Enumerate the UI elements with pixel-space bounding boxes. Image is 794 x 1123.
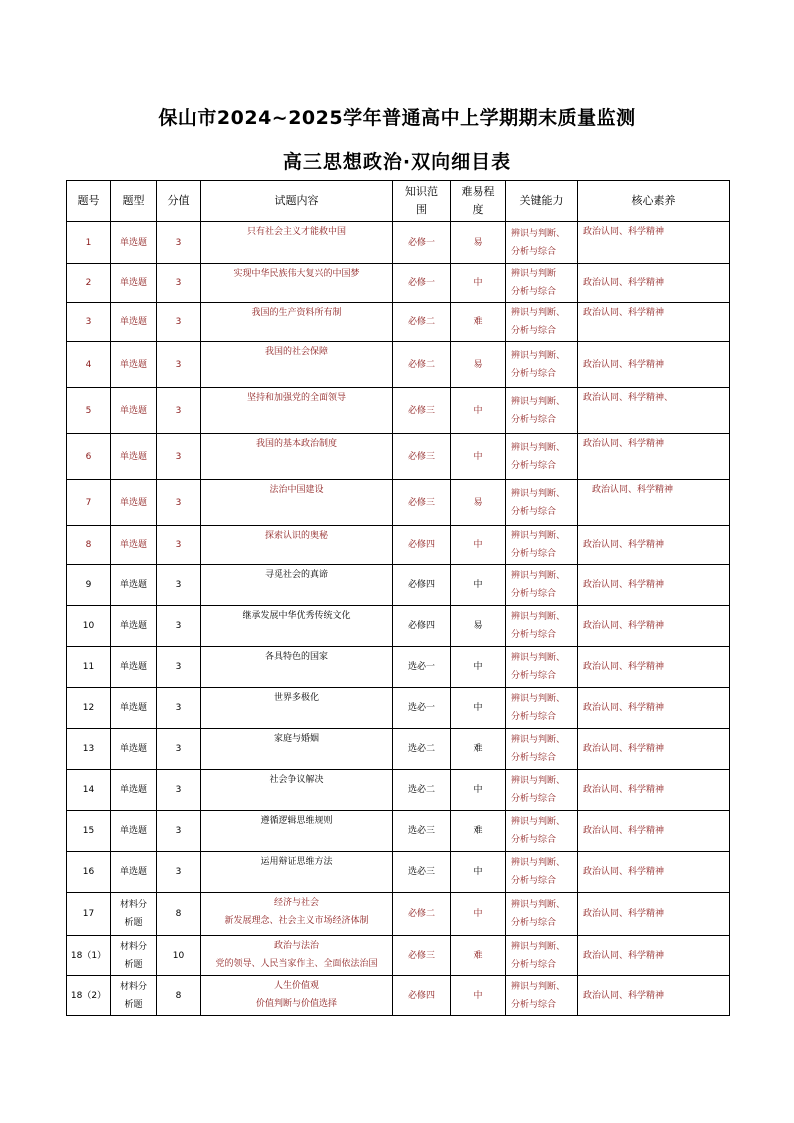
difficulty-level: 易: [451, 222, 506, 264]
ability-line: 分析与综合: [511, 589, 557, 599]
table-row: [67, 647, 730, 688]
difficulty-level: 中: [451, 565, 506, 606]
ability-line: 分析与综合: [511, 959, 557, 970]
question-score: 3: [157, 770, 201, 811]
question-content: [201, 936, 393, 976]
question-type-line: 材料分: [119, 941, 147, 952]
core-literacy: 政治认同、科学精神: [578, 647, 730, 688]
key-ability: [506, 606, 578, 647]
ability-line: 分析与综合: [511, 999, 557, 1010]
ability-line: 辨识与判断、: [511, 531, 566, 541]
table-row: [67, 388, 730, 434]
question-score: 3: [157, 647, 201, 688]
ability-line: 辨识与判断、: [511, 776, 566, 786]
content-line: 探索认识的奥秘: [264, 531, 328, 541]
ability-line: 辨识与判断、: [511, 941, 566, 952]
difficulty-level: 难: [451, 303, 506, 342]
question-score: 10: [157, 936, 201, 976]
ability-line: 分析与综合: [511, 368, 557, 379]
question-number: 8: [67, 526, 111, 565]
core-literacy: 政治认同、科学精神: [578, 342, 730, 388]
question-content: [201, 688, 393, 729]
knowledge-scope: 必修四: [393, 606, 451, 647]
knowledge-scope: 选必三: [393, 852, 451, 893]
knowledge-scope: 必修三: [393, 434, 451, 480]
ability-line: 分析与综合: [511, 712, 557, 722]
question-type: 单选题: [111, 606, 157, 647]
knowledge-scope: 选必一: [393, 688, 451, 729]
content-line: 坚持和加强党的全面领导: [246, 393, 346, 403]
core-literacy: 政治认同、科学精神: [578, 434, 730, 480]
question-number: 18（2）: [67, 976, 111, 1016]
question-type: 单选题: [111, 388, 157, 434]
table-row: [67, 222, 730, 264]
table-row: [67, 303, 730, 342]
content-line: 家庭与婚姻: [273, 734, 319, 744]
question-number: 16: [67, 852, 111, 893]
key-ability: [506, 729, 578, 770]
question-number: 5: [67, 388, 111, 434]
ability-line: 辨识与判断: [511, 269, 557, 279]
ability-line: 辨识与判断、: [511, 612, 566, 622]
content-line: 只有社会主义才能救中国: [246, 227, 346, 237]
question-type: 单选题: [111, 480, 157, 526]
table-row: [67, 526, 730, 565]
table-body: [67, 222, 730, 1016]
ability-line: 分析与综合: [511, 460, 557, 471]
content-line: 经济与社会: [273, 898, 319, 908]
content-line: 寻觅社会的真谛: [264, 570, 328, 580]
question-content: [201, 976, 393, 1016]
question-score: 8: [157, 893, 201, 936]
content-line: 法治中国建设: [269, 485, 324, 495]
key-ability: [506, 303, 578, 342]
ability-line: 辨识与判断、: [511, 442, 566, 453]
question-number: 17: [67, 893, 111, 936]
question-type-line: 材料分: [119, 981, 147, 992]
question-type-line: 析题: [124, 918, 143, 928]
question-score: 3: [157, 388, 201, 434]
question-number: 13: [67, 729, 111, 770]
question-type: [111, 976, 157, 1016]
table-row: [67, 565, 730, 606]
difficulty-level: 易: [451, 342, 506, 388]
content-line: 政治与法治: [273, 941, 319, 951]
table-row: [67, 976, 730, 1016]
core-literacy: 政治认同、科学精神: [578, 606, 730, 647]
difficulty-level: 中: [451, 526, 506, 565]
question-score: 3: [157, 526, 201, 565]
difficulty-level: 易: [451, 606, 506, 647]
ability-line: 辨识与判断、: [511, 308, 566, 318]
core-literacy: 政治认同、科学精神: [578, 688, 730, 729]
question-content: [201, 565, 393, 606]
question-type: 单选题: [111, 770, 157, 811]
table-row: [67, 264, 730, 303]
content-subline: 新发展理念、社会主义市场经济体制: [224, 916, 369, 926]
question-content: [201, 303, 393, 342]
key-ability: [506, 770, 578, 811]
question-content: [201, 852, 393, 893]
ability-line: 分析与综合: [511, 794, 557, 804]
key-ability: [506, 565, 578, 606]
content-line: 我国的生产资料所有制: [251, 308, 342, 318]
key-ability: [506, 480, 578, 526]
question-content: [201, 480, 393, 526]
ability-line: 辨识与判断、: [511, 653, 566, 663]
question-content: [201, 770, 393, 811]
knowledge-scope: 必修四: [393, 526, 451, 565]
content-line: 各具特色的国家: [264, 652, 328, 662]
ability-line: 辨识与判断、: [511, 858, 566, 868]
table-row: [67, 893, 730, 936]
knowledge-scope: 必修三: [393, 936, 451, 976]
question-number: 12: [67, 688, 111, 729]
ability-line: 分析与综合: [511, 287, 557, 297]
table-row: [67, 688, 730, 729]
difficulty-level: 中: [451, 264, 506, 303]
core-literacy: 政治认同、科学精神: [578, 770, 730, 811]
knowledge-scope: 必修二: [393, 893, 451, 936]
question-score: 3: [157, 342, 201, 388]
key-ability: [506, 647, 578, 688]
question-content: [201, 342, 393, 388]
knowledge-scope: 必修一: [393, 264, 451, 303]
question-type: 单选题: [111, 342, 157, 388]
question-score: 3: [157, 606, 201, 647]
content-line: 遵循逻辑思维规则: [260, 816, 333, 826]
question-score: 3: [157, 303, 201, 342]
question-type: 单选题: [111, 303, 157, 342]
question-score: 3: [157, 480, 201, 526]
core-literacy: 政治认同、科学精神: [578, 222, 730, 264]
question-number: 1: [67, 222, 111, 264]
ability-line: 分析与综合: [511, 506, 557, 517]
question-number: 6: [67, 434, 111, 480]
ability-line: 分析与综合: [511, 414, 557, 425]
header-content: 试题内容: [201, 181, 393, 222]
core-literacy: 政治认同、科学精神: [578, 526, 730, 565]
table-row: [67, 770, 730, 811]
knowledge-scope: 必修三: [393, 388, 451, 434]
question-number: 15: [67, 811, 111, 852]
question-type: 单选题: [111, 526, 157, 565]
question-type: 单选题: [111, 264, 157, 303]
question-score: 3: [157, 811, 201, 852]
ability-line: 分析与综合: [511, 876, 557, 886]
question-type: 单选题: [111, 434, 157, 480]
question-number: 2: [67, 264, 111, 303]
core-literacy: 政治认同、科学精神: [578, 303, 730, 342]
content-line: 世界多极化: [273, 693, 319, 703]
question-content: [201, 647, 393, 688]
question-content: [201, 526, 393, 565]
table-row: [67, 729, 730, 770]
core-literacy: 政治认同、科学精神: [578, 852, 730, 893]
ability-line: 分析与综合: [511, 246, 557, 257]
key-ability: [506, 264, 578, 303]
header-score: 分值: [157, 181, 201, 222]
question-type: [111, 936, 157, 976]
ability-line: 分析与综合: [511, 549, 557, 559]
table-row: [67, 852, 730, 893]
header-scope: 知识范围: [393, 181, 451, 222]
ability-line: 分析与综合: [511, 326, 557, 336]
knowledge-scope: 必修四: [393, 565, 451, 606]
key-ability: [506, 434, 578, 480]
knowledge-scope: 选必二: [393, 770, 451, 811]
question-content: [201, 893, 393, 936]
question-number: 3: [67, 303, 111, 342]
content-subline: 党的领导、人民当家作主、全面依法治国: [215, 959, 378, 969]
question-score: 3: [157, 264, 201, 303]
knowledge-scope: 必修二: [393, 303, 451, 342]
knowledge-scope: 选必一: [393, 647, 451, 688]
core-literacy: 政治认同、科学精神: [578, 936, 730, 976]
key-ability: [506, 811, 578, 852]
ability-line: 分析与综合: [511, 918, 557, 928]
key-ability: [506, 526, 578, 565]
knowledge-scope: 选必三: [393, 811, 451, 852]
question-type: 单选题: [111, 811, 157, 852]
question-score: 3: [157, 565, 201, 606]
question-content: [201, 434, 393, 480]
question-number: 7: [67, 480, 111, 526]
ability-line: 辨识与判断、: [511, 694, 566, 704]
difficulty-level: 中: [451, 434, 506, 480]
core-literacy: 政治认同、科学精神: [578, 729, 730, 770]
header-type: 题型: [111, 181, 157, 222]
ability-line: 辨识与判断、: [511, 900, 566, 910]
difficulty-level: 中: [451, 647, 506, 688]
question-score: 3: [157, 688, 201, 729]
table-row: [67, 606, 730, 647]
question-type: 单选题: [111, 222, 157, 264]
question-score: 3: [157, 434, 201, 480]
core-literacy: 政治认同、科学精神: [578, 976, 730, 1016]
knowledge-scope: 必修三: [393, 480, 451, 526]
question-number: 10: [67, 606, 111, 647]
question-number: 9: [67, 565, 111, 606]
header-num: 题号: [67, 181, 111, 222]
question-content: [201, 264, 393, 303]
ability-line: 辨识与判断、: [511, 817, 566, 827]
key-ability: [506, 222, 578, 264]
question-content: [201, 388, 393, 434]
question-type: [111, 893, 157, 936]
table-row: [67, 342, 730, 388]
question-score: 3: [157, 852, 201, 893]
difficulty-level: 中: [451, 976, 506, 1016]
ability-line: 辨识与判断、: [511, 981, 566, 992]
question-number: 18（1）: [67, 936, 111, 976]
specification-table: [66, 180, 730, 1016]
content-line: 继承发展中华优秀传统文化: [242, 611, 351, 621]
ability-line: 分析与综合: [511, 753, 557, 763]
core-literacy: 政治认同、科学精神: [578, 480, 730, 526]
question-type: 单选题: [111, 565, 157, 606]
question-score: 8: [157, 976, 201, 1016]
ability-line: 辨识与判断、: [511, 735, 566, 745]
table-row: [67, 811, 730, 852]
difficulty-level: 难: [451, 811, 506, 852]
ability-line: 辨识与判断、: [511, 350, 566, 361]
knowledge-scope: 必修四: [393, 976, 451, 1016]
content-subline: 价值判断与价值选择: [255, 999, 337, 1009]
key-ability: [506, 342, 578, 388]
key-ability: [506, 852, 578, 893]
ability-line: 辨识与判断、: [511, 228, 566, 239]
content-line: 我国的社会保障: [264, 347, 328, 357]
core-literacy: 政治认同、科学精神: [578, 893, 730, 936]
content-line: 实现中华民族伟大复兴的中国梦: [233, 269, 360, 279]
content-line: 人生价值观: [273, 981, 319, 991]
difficulty-level: 中: [451, 388, 506, 434]
table-header-row: [67, 181, 730, 222]
difficulty-level: 难: [451, 729, 506, 770]
core-literacy: 政治认同、科学精神: [578, 565, 730, 606]
document-title: 保山市2024~2025学年普通高中上学期期末质量监测: [158, 107, 636, 129]
ability-line: 辨识与判断、: [511, 571, 566, 581]
question-content: [201, 729, 393, 770]
difficulty-level: 中: [451, 852, 506, 893]
header-level: 难易程度: [451, 181, 506, 222]
core-literacy: 政治认同、科学精神: [578, 264, 730, 303]
question-content: [201, 606, 393, 647]
content-line: 运用辩证思维方法: [260, 857, 333, 867]
key-ability: [506, 388, 578, 434]
question-number: 11: [67, 647, 111, 688]
core-literacy: 政治认同、科学精神: [578, 811, 730, 852]
difficulty-level: 中: [451, 770, 506, 811]
knowledge-scope: 选必二: [393, 729, 451, 770]
question-type: 单选题: [111, 852, 157, 893]
question-type: 单选题: [111, 688, 157, 729]
difficulty-level: 易: [451, 480, 506, 526]
document-subtitle: 高三思想政治·双向细目表: [282, 151, 512, 173]
question-score: 3: [157, 729, 201, 770]
ability-line: 分析与综合: [511, 630, 557, 640]
difficulty-level: 中: [451, 688, 506, 729]
question-type: 单选题: [111, 729, 157, 770]
question-content: [201, 811, 393, 852]
ability-line: 辨识与判断、: [511, 488, 566, 499]
question-type-line: 析题: [124, 959, 143, 970]
key-ability: [506, 976, 578, 1016]
ability-line: 分析与综合: [511, 835, 557, 845]
question-type-line: 材料分: [119, 900, 147, 910]
key-ability: [506, 936, 578, 976]
question-number: 4: [67, 342, 111, 388]
table-row: [67, 434, 730, 480]
header-ability: 关键能力: [506, 181, 578, 222]
content-line: 我国的基本政治制度: [255, 439, 337, 449]
key-ability: [506, 893, 578, 936]
content-line: 社会争议解决: [269, 775, 324, 785]
table-row: [67, 480, 730, 526]
question-type: 单选题: [111, 647, 157, 688]
question-type-line: 析题: [124, 999, 143, 1010]
difficulty-level: 中: [451, 893, 506, 936]
key-ability: [506, 688, 578, 729]
ability-line: 分析与综合: [511, 671, 557, 681]
knowledge-scope: 必修二: [393, 342, 451, 388]
ability-line: 辨识与判断、: [511, 396, 566, 407]
difficulty-level: 难: [451, 936, 506, 976]
knowledge-scope: 必修一: [393, 222, 451, 264]
header-literacy: 核心素养: [578, 181, 730, 222]
question-content: [201, 222, 393, 264]
question-score: 3: [157, 222, 201, 264]
core-literacy: 政治认同、科学精神、: [578, 388, 730, 434]
table-row: [67, 936, 730, 976]
question-number: 14: [67, 770, 111, 811]
